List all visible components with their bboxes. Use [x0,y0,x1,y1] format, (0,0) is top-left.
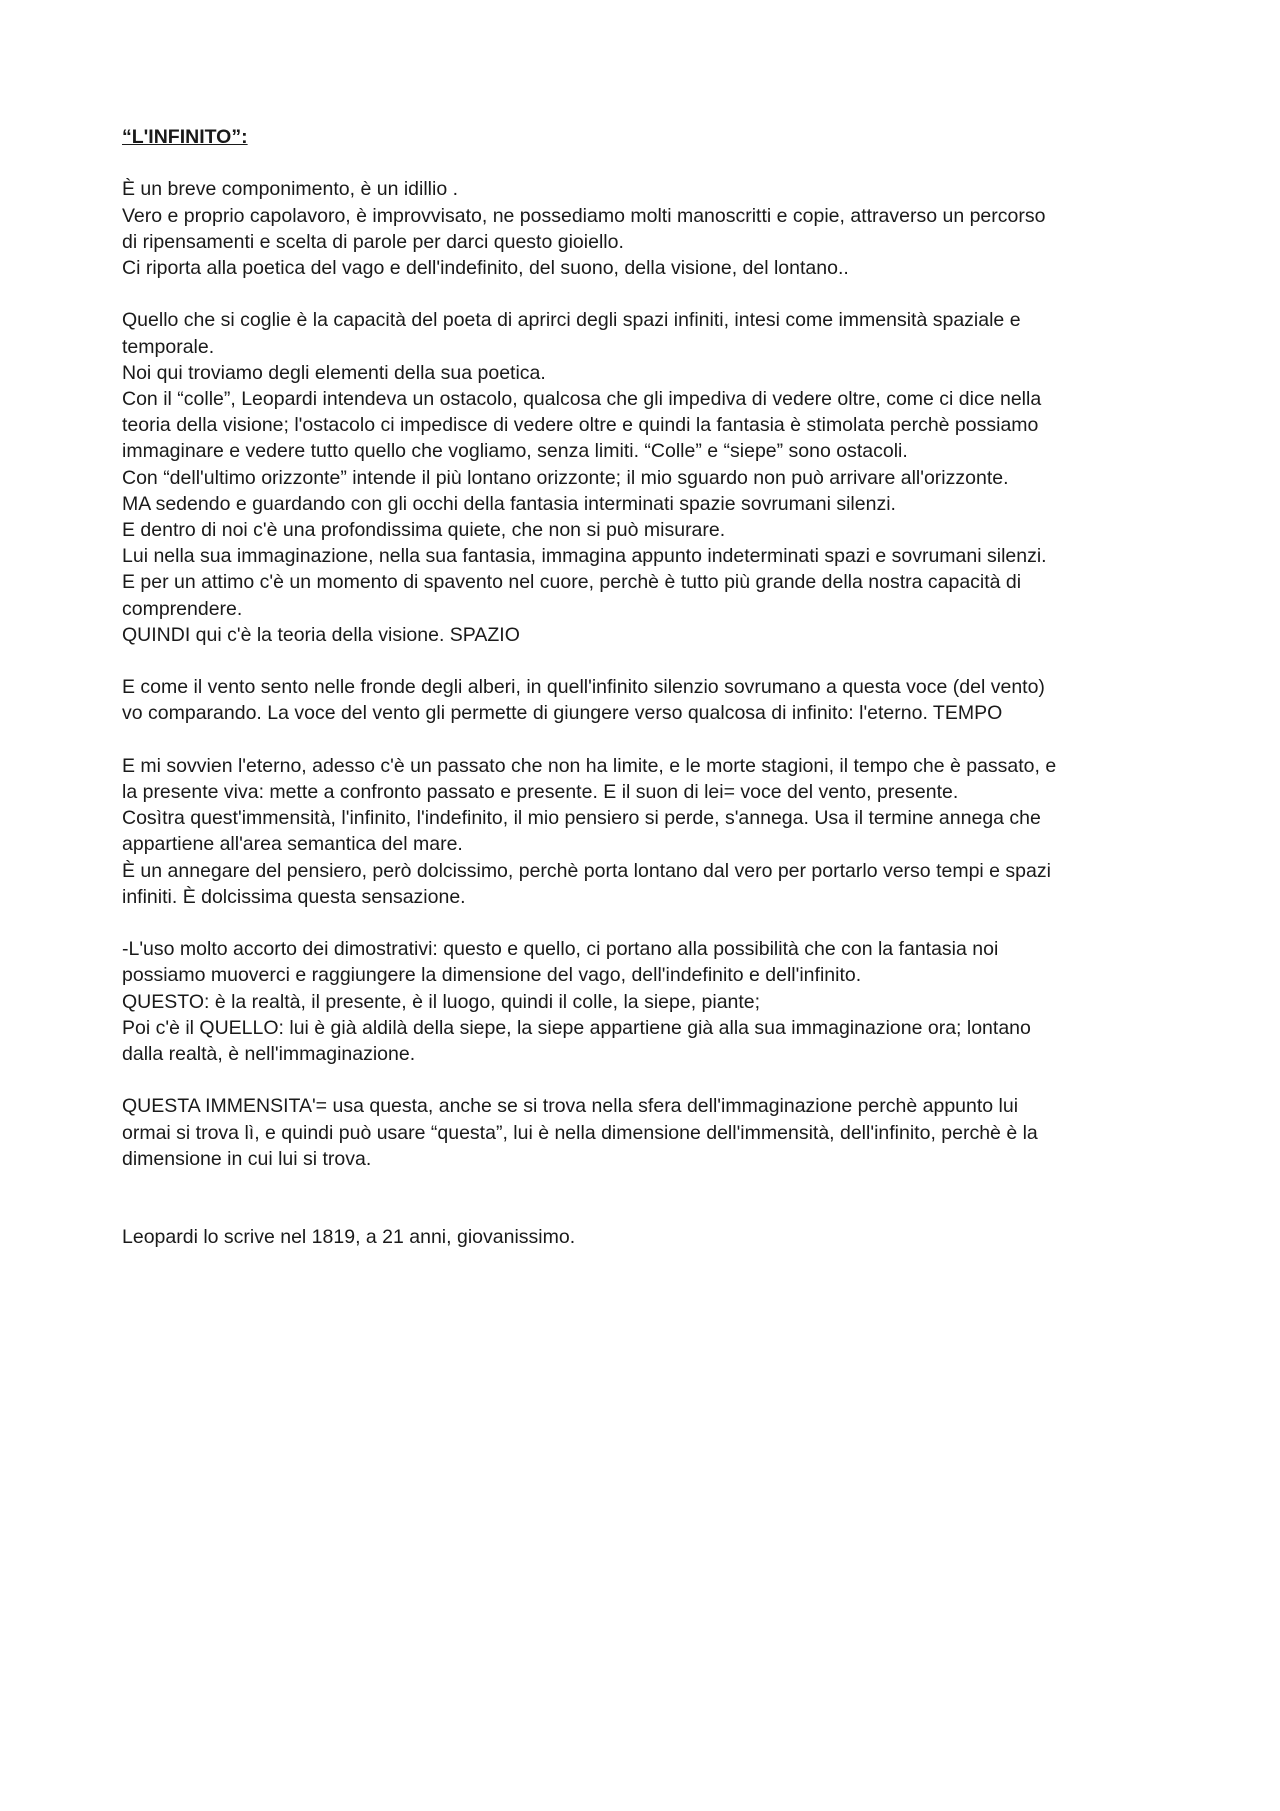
text-line: teoria della visione; l'ostacolo ci impedisce di vedere oltre e quindi la fantasia è stimolata perchè possiamo [122,414,1039,437]
paragraph-date [122,1224,1182,1250]
paragraph-space [122,307,1182,648]
spacer [122,150,1182,176]
document-page [122,124,1182,1251]
text-line: E per un attimo c'è un momento di spavento nel cuore, perchè è tutto più grande della nostra capacità di [122,571,1022,594]
text-line: dalla realtà, è nell'immaginazione. [122,1043,416,1066]
paragraph-intro [122,176,1182,281]
spacer [122,648,1182,674]
text-line: Lui nella sua immaginazione, nella sua fantasia, immagina appunto indeterminati spazi e sovrumani silenzi. [122,545,1047,568]
text-line: E come il vento sento nelle fronde degli alberi, in quell'infinito silenzio sovrumano a questa voce (del vento) [122,676,1045,699]
text-line: QUESTO: è la realtà, il presente, è il luogo, quindi il colle, la siepe, piante; [122,990,761,1013]
text-line: immaginare e vedere tutto quello che vogliamo, senza limiti. “Colle” e “siepe” sono ostacoli. [122,440,908,463]
paragraph-demonstratives [122,936,1182,1067]
spacer [122,727,1182,753]
text-line: Con il “colle”, Leopardi intendeva un ostacolo, qualcosa che gli impediva di vedere oltre, come ci dice nella [122,388,1042,410]
text-line: Poi c'è il QUELLO: lui è già aldilà della siepe, la siepe appartiene già alla sua immaginazione ora; lontano [122,1016,1031,1039]
text-line: QUESTA IMMENSITA'= usa questa, anche se si trova nella sfera dell'immaginazione perchè appunto lui [122,1095,1019,1118]
text-line: ormai si trova lì, e quindi può usare “questa”, lui è nella dimensione dell'immensità, dell'infinito, perchè è la [122,1121,1038,1144]
text-line: Quello che si coglie è la capacità del poeta di aprirci degli spazi infiniti, intesi come immensità spaziale e [122,309,1021,332]
text-line: È un annegare del pensiero, però dolcissimo, perchè porta lontano dal vero per portarlo verso tempi e spazi [122,859,1051,882]
text-line: comprendere. [122,597,243,620]
text-line: MA sedendo e guardando con gli occhi della fantasia interminati spazie sovrumani silenzi. [122,492,896,515]
text-line: Cosìtra quest'immensità, l'infinito, l'indefinito, il mio pensiero si perde, s'annega. Usa il termine annega che [122,807,1041,830]
text-line: È un breve componimento, è un idillio . [122,178,459,201]
text-line: QUINDI qui c'è la teoria della visione. SPAZIO [122,623,520,646]
text-line: Ci riporta alla poetica del vago e dell'indefinito, del suono, della visione, del lontano.. [122,257,849,279]
text-line: Vero e proprio capolavoro, è improvvisato, ne possediamo molti manoscritti e copie, attraverso un percorso [122,204,1046,227]
text-line: appartiene all'area semantica del mare. [122,833,463,856]
text-line: di ripensamenti e scelta di parole per darci questo gioiello. [122,230,624,253]
spacer [122,1198,1182,1224]
text-line: infiniti. È dolcissima questa sensazione. [122,885,466,908]
text-line: la presente viva: mette a confronto passato e presente. E il suon di lei= voce del vento, presente. [122,781,959,804]
text-line: -L'uso molto accorto dei dimostrativi: questo e quello, ci portano alla possibilità che con la fantasia noi [122,938,999,961]
paragraph-eternal [122,753,1182,910]
spacer [122,281,1182,307]
text-line: temporale. [122,335,215,358]
spacer [122,910,1182,936]
text-line: Con “dell'ultimo orizzonte” intende il più lontano orizzonte; il mio sguardo non può arrivare all'orizzonte. [122,466,1009,489]
paragraph-immensity [122,1093,1182,1172]
document-title: “L'INFINITO”: [122,126,248,148]
text-line: dimensione in cui lui si trova. [122,1147,372,1170]
text-line: Noi qui troviamo degli elementi della sua poetica. [122,361,546,384]
text-line: E mi sovvien l'eterno, adesso c'è un passato che non ha limite, e le morte stagioni, il tempo che è passato, e [122,754,1057,777]
text-line: possiamo muoverci e raggiungere la dimensione del vago, dell'indefinito e dell'infinito. [122,964,862,987]
spacer [122,1172,1182,1198]
spacer [122,1067,1182,1093]
text-line: vo comparando. La voce del vento gli permette di giungere verso qualcosa di infinito: l'eterno. TEMPO [122,702,1003,725]
text-line: E dentro di noi c'è una profondissima quiete, che non si può misurare. [122,519,726,542]
text-line: Leopardi lo scrive nel 1819, a 21 anni, giovanissimo. [122,1226,576,1249]
paragraph-time [122,674,1182,726]
